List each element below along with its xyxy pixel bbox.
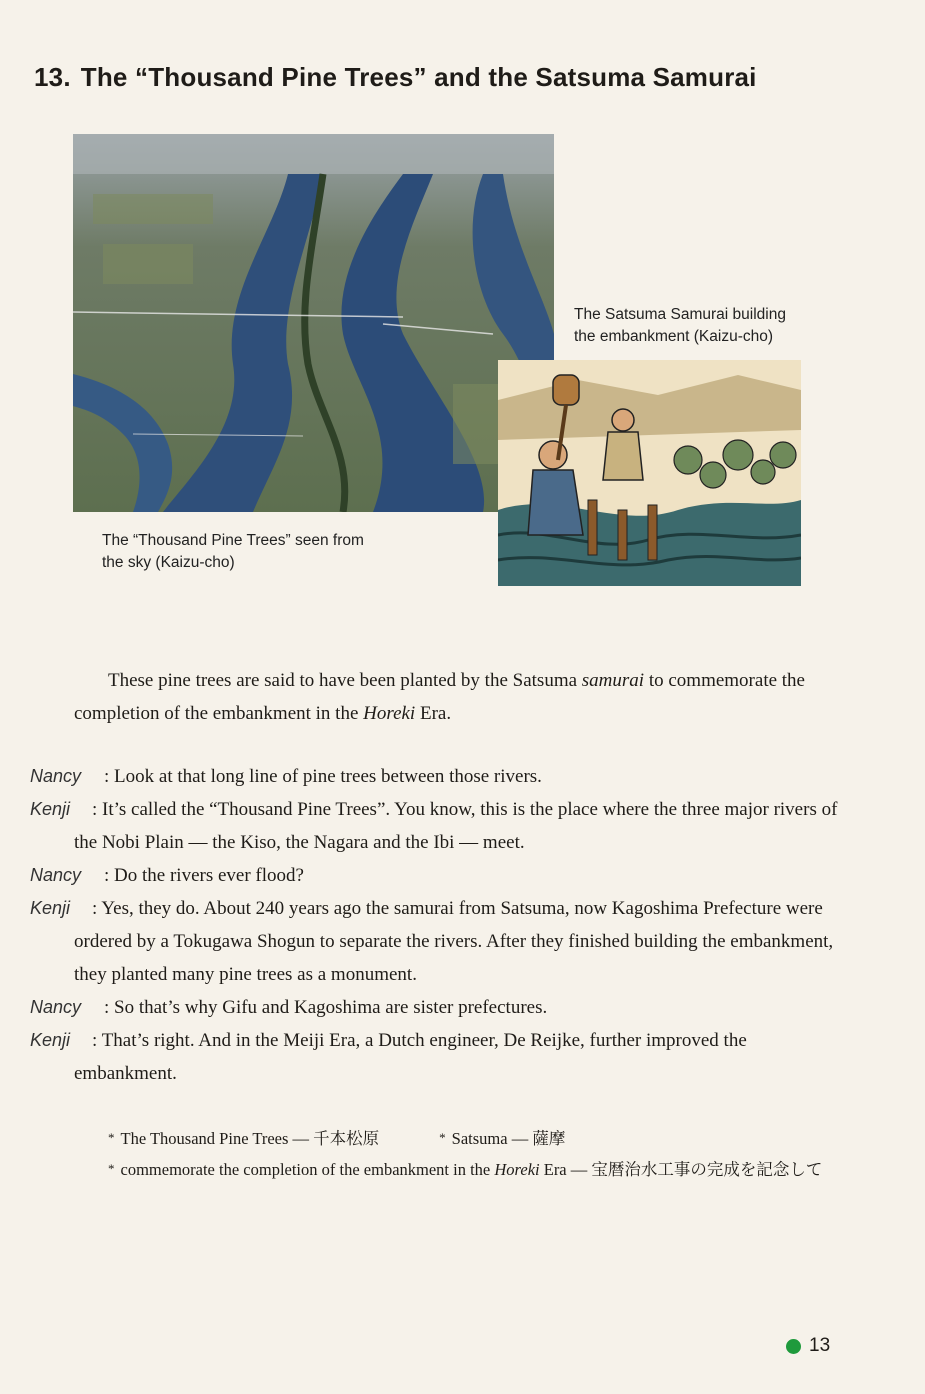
aerial-photo	[73, 134, 554, 512]
speaker-name: Nancy	[30, 766, 82, 786]
speaker-separator: :	[92, 898, 98, 919]
dialogue-text: So that’s why Gifu and Kagoshima are sister prefectures.	[114, 997, 548, 1018]
speaker-separator: :	[104, 865, 110, 886]
intro-samurai-italic: samurai	[581, 670, 645, 691]
illustration-caption	[574, 304, 874, 348]
dialogue-line	[30, 991, 850, 1024]
notes-row	[108, 1124, 853, 1155]
page-number-text: 13	[809, 1335, 831, 1356]
note-item	[108, 1124, 379, 1155]
speaker-name: Kenji	[30, 1030, 71, 1050]
samurai-illustration-art	[498, 360, 801, 586]
dialogue-text: Look at that long line of pine trees between those rivers.	[114, 766, 542, 787]
speaker-separator: :	[104, 997, 110, 1018]
dialogue-line	[30, 859, 850, 892]
aerial-caption-line2: the sky (Kaizu-cho)	[102, 554, 235, 571]
asterisk: *	[108, 1161, 115, 1176]
note-thousand-pine-trees: The Thousand Pine Trees — 千本松原	[120, 1129, 380, 1148]
dialogue-line	[30, 892, 850, 991]
speaker-name: Kenji	[30, 799, 71, 819]
speaker-name: Nancy	[30, 865, 82, 885]
dialogue-line	[30, 1024, 850, 1090]
section-number: 13.	[34, 62, 71, 92]
asterisk: *	[439, 1130, 446, 1145]
aerial-caption	[102, 530, 492, 574]
illustration-caption-line1: The Satsuma Samurai building	[574, 306, 786, 323]
bullet-dot-icon	[786, 1339, 801, 1354]
note-item	[108, 1155, 853, 1186]
speaker-separator: :	[104, 766, 110, 787]
dialogue-text: It’s called the “Thousand Pine Trees”. You know, this is the place where the three major rivers of the Nobi Plain — the Kiso, the Nagara and the Ibi — meet.	[74, 799, 838, 853]
dialogue-text: Do the rivers ever flood?	[114, 865, 304, 886]
speaker-name: Nancy	[30, 997, 82, 1017]
speaker-separator: :	[92, 1030, 98, 1051]
intro-text-3: Era.	[415, 703, 452, 724]
vocabulary-notes	[108, 1124, 853, 1186]
intro-horeki-italic: Horeki	[363, 703, 416, 724]
dialogue-text: Yes, they do. About 240 years ago the samurai from Satsuma, now Kagoshima Prefecture were ordered by a Tokugawa Shogun to separate the rivers. After they finished building the embankment, they planted many pine trees as a monument.	[74, 898, 834, 985]
samurai-illustration	[498, 360, 801, 586]
dialogue-line	[30, 793, 850, 859]
dialogue-line	[30, 760, 850, 793]
speaker-separator: :	[92, 799, 98, 820]
dialogue-text: That’s right. And in the Meiji Era, a Dutch engineer, De Reijke, further improved the embankment.	[74, 1030, 747, 1084]
note-satsuma: Satsuma — 薩摩	[451, 1129, 566, 1148]
note-item	[439, 1124, 565, 1155]
intro-paragraph	[74, 664, 850, 730]
intro-text-2: to commemorate the completion of the embankment in the	[74, 670, 805, 724]
page-title	[34, 62, 894, 93]
illustration-caption-line2: the embankment (Kaizu-cho)	[574, 328, 774, 345]
note-commemorate-translation: Era — 宝暦治水工事の完成を記念して	[539, 1160, 823, 1179]
note-commemorate-text: commemorate the completion of the embankment in the	[120, 1160, 495, 1179]
asterisk: *	[108, 1130, 115, 1145]
aerial-photo-art	[73, 134, 554, 512]
aerial-caption-line1: The “Thousand Pine Trees” seen from	[102, 532, 364, 549]
speaker-name: Kenji	[30, 898, 71, 918]
page-number	[786, 1335, 830, 1357]
intro-text-1: These pine trees are said to have been planted by the Satsuma	[108, 670, 582, 691]
section-title: The “Thousand Pine Trees” and the Satsuma Samurai	[80, 62, 757, 92]
note-horeki-italic: Horeki	[494, 1160, 540, 1179]
dialogue	[30, 760, 850, 1090]
